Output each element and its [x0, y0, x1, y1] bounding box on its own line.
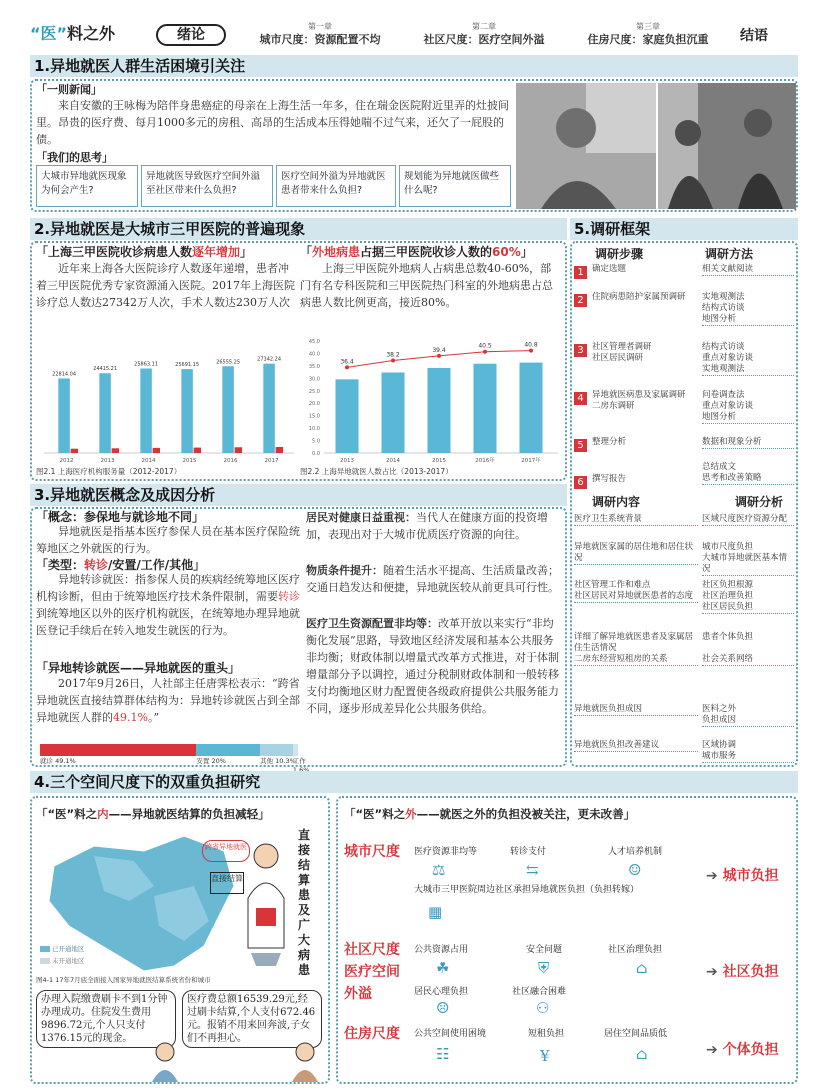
step-label-0: 确定选题	[592, 264, 627, 274]
chart2-bar-0	[336, 379, 359, 453]
type-bar-label-3: 工作	[292, 757, 306, 765]
analysis-item-3: 患者个体负担 社会关系网络	[702, 632, 794, 666]
content-item-4: 异地就医负担成因	[574, 704, 698, 716]
question-3: 医疗空间外溢为异地就医患者带来什么负担?	[276, 165, 396, 207]
chart1-surgery-bar-3	[194, 448, 201, 453]
chart1-label-2: 25863.11	[134, 361, 159, 368]
chart2-label-0: 36.4	[340, 358, 354, 366]
step-method-0: 相关文献阅读	[702, 264, 794, 276]
s4-right-head: 「“医”料之外——就医之外的负担没被关注，更未改善」	[344, 807, 636, 821]
legend-opened-label: 已开通地区	[52, 945, 85, 953]
crowd-icon: ☷	[436, 1045, 450, 1063]
exchange-icon: ⇆	[526, 861, 539, 879]
step-label-1: 住院病患陪护家属预调研	[592, 292, 686, 302]
step-method-1: 实地观测法 结构式访谈 地图分析	[702, 292, 794, 326]
news-text: 来自安徽的王咏梅为陪伴身患癌症的母亲在上海生活一年多，住在瑞金医院附近里弄的灶披间里。昂贵的医疗费、每月1000多元的房租、高昂的生活成本压得她喘不过气来，还欠了一屁股的债。	[36, 99, 509, 146]
comm-item-5: 社区融合困难	[512, 987, 567, 997]
analysis-item-0: 区域尺度医疗资源分配	[702, 514, 794, 526]
nav-intro-button[interactable]: 绪论	[156, 24, 226, 46]
chart1-surgery-bar-1	[112, 448, 119, 453]
chart2-tick-3: 2016年	[475, 458, 495, 464]
col-contents: 调研内容	[592, 495, 641, 509]
type-bar-seg-3	[293, 744, 298, 756]
question-1: 大城市异地就医现象为何会产生?	[36, 165, 138, 207]
house-item-3: 居住空间品质低	[604, 1029, 668, 1039]
chart1-bar-0	[58, 378, 69, 453]
type-share-bar	[40, 744, 298, 756]
step-method-3: 问卷调查法 重点对象访谈 地图分析	[702, 390, 794, 424]
shield-icon: ⛨	[538, 959, 550, 977]
question-4: 规划能为异地就医做些什么呢?	[399, 165, 511, 207]
map-caption: 图4-1 17年7月底全面接入国家异地就医结算系统省份和城市	[36, 976, 211, 984]
analysis-item-5: 区域协调 城市服务	[702, 740, 794, 763]
reason-2: 物质条件提升：随着生活水平提高、生活质量改善；交通日趋发达和便捷，异地就医较从前更具可行性。	[306, 564, 559, 594]
chart1-tick-3: 2015	[182, 458, 197, 464]
doctor-illustration	[236, 838, 296, 968]
chart2-tick-4: 2017年	[521, 458, 541, 464]
chart1-tick-0: 2012	[59, 458, 74, 464]
scale-community: 社区尺度	[344, 942, 400, 958]
concept-text: 异地就医是指基本医疗参保人员在基本医疗保险统筹地区之外就医的行为。	[36, 525, 300, 555]
step-label-5: 撰写报告	[592, 474, 627, 484]
logo: “医”料之外	[30, 24, 116, 43]
vertical-caption: 直接结算患及广大病患	[298, 828, 311, 977]
analysis-item-4: 医料之外 负担成因	[702, 704, 794, 727]
chart2-label-3: 40.5	[478, 342, 492, 350]
comm-item-1: 公共资源占用	[414, 945, 469, 955]
content-item-1: 异地就医家属的居住地和居住状况	[574, 542, 698, 565]
step-label-2: 社区管理者调研 社区居民调研	[592, 342, 652, 363]
type-bar-seg-0	[40, 744, 196, 756]
chart2-ytick-5: 20.0	[308, 401, 320, 408]
nav-chapter-1[interactable]: 第一章 城市尺度：资源配置不均	[259, 22, 381, 46]
chart2-point-1	[391, 358, 395, 362]
step-number-0: 1	[574, 266, 587, 279]
scale-city: 城市尺度	[344, 844, 400, 860]
s4-left-head: 「“医”料之内——异地就医结算的负担减轻」	[36, 807, 270, 821]
type-bar-seg-1	[196, 744, 260, 756]
section-2-title: 2.异地就医是大城市三甲医院的普遍现象	[30, 218, 567, 240]
nav-conclusion[interactable]: 结语	[740, 28, 768, 44]
chart1-label-4: 26555.25	[216, 359, 241, 366]
city-line: 大城市三甲医院周边社区承担异地就医负担（负担转嫁）	[414, 885, 640, 895]
type-bar-label-0: 就诊 49.1%	[40, 757, 76, 765]
col-analysis: 调研分析	[735, 495, 784, 509]
chart2-ytick-8: 5.0	[312, 438, 320, 445]
step-number-1: 2	[574, 294, 587, 307]
community-icon: ⌂	[636, 959, 648, 977]
step-method-4: 数据和现象分析	[702, 437, 794, 449]
chart2-label-4: 40.8	[524, 341, 538, 349]
section-3-title: 3.异地就医概念及成因分析	[30, 484, 567, 506]
step-number-3: 4	[574, 392, 587, 405]
money-icon: ¥	[540, 1047, 550, 1065]
step-method-5: 总结成文 思考和改善策略	[702, 462, 794, 485]
chart2-ytick-2: 35.0	[308, 363, 320, 370]
home-icon: ⌂	[636, 1045, 648, 1063]
content-item-5: 异地就医负担改善建议	[574, 740, 698, 752]
content-item-0: 医疗卫生系统背景	[574, 514, 698, 526]
chart2-ytick-9: 0.0	[312, 451, 320, 457]
chart2-bar-3	[474, 364, 497, 453]
chart1-surgery-bar-0	[71, 449, 78, 453]
city-item-1: 医疗资源非均等	[414, 847, 478, 857]
house-item-1: 公共空间使用困境	[414, 1029, 487, 1039]
chart2-point-2	[437, 354, 441, 358]
sign-cross-province: 跨省异地就医	[202, 840, 250, 862]
step-number-5: 6	[574, 476, 587, 489]
step-method-2: 结构式访谈 重点对象访谈 实地观测法	[702, 342, 794, 376]
house-arrow: ➔ 个体负担	[706, 1042, 779, 1058]
chart2-bar-1	[382, 372, 405, 453]
section-5-title: 5.调研框架	[570, 218, 798, 240]
chart-nonlocal-share	[300, 335, 562, 467]
type-label: 「类型：转诊/安置/工作/其他」	[36, 558, 206, 572]
chart1-bar-4	[222, 366, 233, 453]
type-text: 异地转诊就医：指参保人员的疾病经统筹地区医疗机构诊断，但由于统筹地医疗技术条件限制，需要转诊到统筹地区以外的医疗机构就医，在统筹地办理异地就医登记手续后在转入地发生就医的行为。	[36, 573, 300, 637]
chart1-label-5: 27342.24	[257, 356, 282, 363]
chart2-bar-2	[428, 368, 451, 453]
fusion-icon: ⚇	[536, 999, 550, 1017]
reason-1: 居民对健康日益重视：当代人在健康方面的投资增加，表现出对于大城市优质医疗资源的向往。	[306, 511, 548, 541]
type-bar-seg-2	[260, 744, 293, 756]
chart2-tick-1: 2014	[386, 458, 400, 464]
s2-right-head: 「外地病患占据三甲医院收诊人数的60%」	[300, 245, 533, 259]
analysis-item-2: 社区负担根源 社区治理负担 社区居民负担	[702, 580, 794, 614]
content-item-2: 社区管理工作和难点 社区居民对异地就医患者的态度	[574, 580, 698, 603]
chart1-label-0: 22814.04	[52, 371, 77, 378]
chart-service-volume	[36, 335, 298, 467]
s2-left-text: 近年来上海各大医院诊疗人数逐年递增，患者冲着三甲医院优秀专家资源涌入医院。2017年上海医院诊疗总人数达27342万人次，手术人数达230万人次	[36, 262, 295, 309]
s2-left-head: 「上海三甲医院收诊病患人数逐年增加」	[36, 245, 253, 259]
building-icon: ▦	[428, 903, 443, 921]
chart1-tick-2: 2014	[141, 458, 156, 464]
news-label: 「一则新闻」	[36, 83, 102, 96]
chart2-point-4	[529, 349, 533, 353]
type-share-labels	[40, 757, 306, 767]
chart1-tick-1: 2013	[100, 458, 115, 464]
section-4-title: 4.三个空间尺度下的双重负担研究	[30, 771, 798, 793]
chart2-ytick-1: 40.0	[308, 351, 320, 358]
question-2: 异地就医导致医疗空间外溢至社区带来什么负担?	[141, 165, 273, 207]
city-item-2: 转诊支付	[510, 847, 547, 857]
s2-right-text: 上海三甲医院外地病人占病患总数40-60%，部门有名专科医院和三甲医院热门科室的外地病患占总病患人数比例更高，接近80%。	[300, 262, 553, 309]
comm-item-4: 居民心理负担	[414, 987, 469, 997]
type-bar-label-2: 其他 10.3%	[260, 757, 296, 765]
nav-chapter-3[interactable]: 第三章 住房尺度：家庭负担沉重	[587, 22, 709, 46]
chart2-point-0	[345, 365, 349, 369]
chart1-tick-5: 2017	[264, 458, 279, 464]
patient-avatar-1	[150, 1040, 180, 1082]
house-item-2: 短租负担	[528, 1029, 565, 1039]
step-label-4: 整理分析	[592, 437, 627, 447]
chart1-bar-1	[99, 373, 110, 453]
city-item-3: 人才培养机制	[608, 847, 663, 857]
step-number-2: 3	[574, 344, 587, 357]
chart1-bar-5	[263, 364, 274, 453]
comm-item-2: 安全问题	[526, 945, 563, 955]
chart1-bar-3	[181, 369, 192, 453]
col-methods: 调研方法	[705, 247, 754, 261]
chart2-ytick-6: 15.0	[308, 413, 320, 420]
scale-housing: 住房尺度	[344, 1026, 400, 1042]
scale-icon: ⚖	[432, 861, 446, 879]
chart2-label-1: 38.2	[386, 351, 400, 359]
concept-label: 「概念：参保地与就诊地不同」	[36, 510, 205, 524]
chart2-caption: 图2.2 上海异地就医人数占比（2013-2017）	[300, 467, 453, 476]
people-icon: ☺	[628, 861, 642, 879]
chart1-label-1: 24415.21	[93, 366, 118, 373]
mind-icon: ☹	[436, 999, 450, 1017]
chart1-caption: 图2.1 上海医疗机构服务量（2012-2017）	[36, 467, 182, 476]
chart2-ytick-4: 25.0	[308, 388, 320, 395]
col-steps: 调研步骤	[595, 247, 644, 261]
chart2-ytick-3: 30.0	[308, 376, 320, 383]
content-item-3: 详细了解异地就医患者及家属居住生活情况 二房东经营短租房的关系	[574, 632, 698, 666]
step-number-4: 5	[574, 439, 587, 452]
leaf-icon: ☘	[436, 959, 450, 977]
news-photo-1	[516, 83, 656, 209]
chart2-ytick-7: 10.0	[308, 426, 320, 433]
bubble-2: 医疗费总额16539.29元,经过刷卡结算,个人支付672.46元。报销不用来回奔波,子女们不再担心。	[182, 990, 322, 1048]
patient-avatar-2	[290, 1040, 320, 1082]
chart2-point-3	[483, 350, 487, 354]
key-text: 2017年9月26日，人社部主任唐霁松表示：“跨省异地就医直接结算群体结构为：异地转诊就医占到全部异地就医人群的49.1%。”	[36, 677, 300, 724]
chart2-tick-0: 2013	[340, 458, 354, 464]
top-nav	[0, 0, 830, 52]
nav-chapter-2[interactable]: 第二章 社区尺度：医疗空间外溢	[423, 22, 545, 46]
chart2-tick-2: 2015	[432, 458, 446, 464]
legend-closed-label: 未开通地区	[52, 957, 85, 965]
type-bar-label-1: 安置 20%	[196, 757, 226, 765]
chart1-surgery-bar-5	[276, 447, 283, 453]
scale-community-3: 外溢	[344, 986, 372, 1002]
chart1-label-3: 25691.15	[175, 362, 200, 369]
news-photo-2	[658, 83, 796, 209]
comm-arrow: ➔ 社区负担	[706, 964, 779, 980]
sign-direct-settlement: 直接结算	[210, 872, 244, 894]
step-label-3: 异地就医病患及家属调研 二房东调研	[592, 390, 686, 411]
think-label: 「我们的思考」	[36, 151, 113, 164]
chart2-ytick-0: 45.0	[308, 339, 320, 345]
chart1-tick-4: 2016	[223, 458, 238, 464]
analysis-item-1: 城市尺度负担 大城市异地就医基本情况	[702, 542, 794, 576]
chart1-surgery-bar-4	[235, 447, 242, 453]
chart2-bar-4	[520, 363, 543, 453]
reason-3: 医疗卫生资源配置非均等：改革开放以来实行“非均衡化发展”思路，导致地区经济发展和基本公共服务非均衡；财政体制以增量式改革方式推进，对于体制增量部分予以调控，通过分税制财政体制和一般转移支付均衡地区财力配置使各级政府提供公共服务能力不同，逐步形成差异化公共服务供给。	[306, 617, 559, 715]
chart2-label-2: 39.4	[432, 346, 446, 354]
scale-community-2: 医疗空间	[344, 964, 400, 980]
chart1-bar-2	[140, 369, 151, 453]
key-label: 「异地转诊就医——异地就医的重头」	[36, 661, 241, 675]
city-arrow: ➔ 城市负担	[706, 868, 779, 884]
section-1-title: 1.异地就医人群生活困境引关注	[30, 55, 798, 77]
chart1-surgery-bar-2	[153, 448, 160, 453]
bubble-1: 办理入院缴费刷卡不到1分钟办理成功。住院发生费用9896.72元,个人只支付1376.15元的现金。	[36, 990, 176, 1048]
comm-item-3: 社区治理负担	[608, 945, 663, 955]
